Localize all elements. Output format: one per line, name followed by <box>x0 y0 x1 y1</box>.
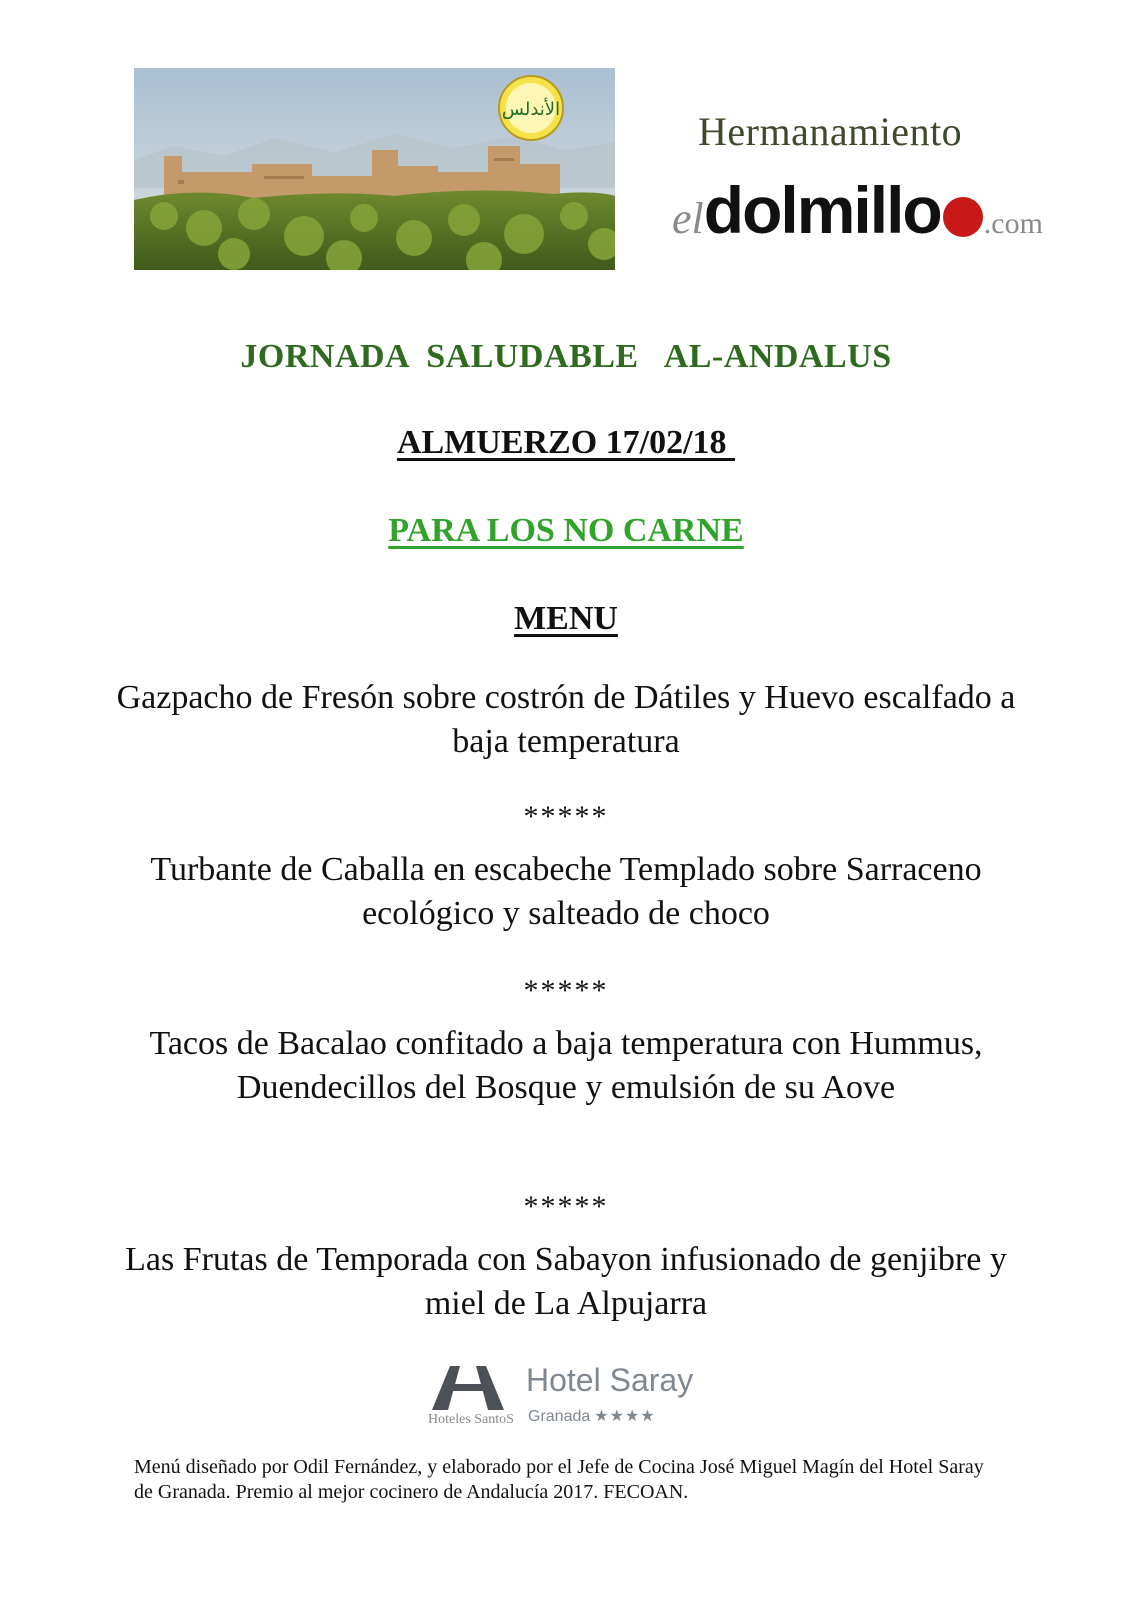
meal-date-heading: ALMUERZO 17/02/18 <box>396 424 736 461</box>
hotel-group-name: Hoteles SantoS <box>428 1412 514 1427</box>
hotel-city: Granada <box>528 1408 591 1425</box>
logo-red-dot-icon <box>943 197 983 237</box>
menu-credits: Menú diseñado por Odil Fernández, y elaborado por el Jefe de Cocina José Miguel Magín del Hotel Saray de Granada. Premio al mejor cocinero de Andalucía 2017. FECOAN. <box>134 1456 984 1503</box>
logo-suffix: .com <box>983 207 1043 240</box>
al-andalus-badge-icon <box>499 76 563 140</box>
hotel-city-rating <box>528 1406 656 1426</box>
alhambra-landscape-image <box>134 68 615 270</box>
hotel-h-mark-icon <box>428 1366 508 1410</box>
hotel-name: Hotel Saray <box>526 1362 694 1398</box>
course-3: Tacos de Bacalao confitado a baja temperatura con Hummus, Duendecillos del Bosque y emulsión de su Aove <box>149 1025 983 1106</box>
course-separator: ***** <box>523 974 609 1007</box>
menu-heading: MENU <box>514 600 618 637</box>
course-2: Turbante de Caballa en escabeche Templado sobre Sarraceno ecológico y salteado de choco <box>150 851 982 932</box>
alhambra-photo <box>134 68 615 270</box>
logo-word: dolmillo <box>703 173 941 247</box>
course-1: Gazpacho de Fresón sobre costrón de Dátiles y Huevo escalfado a baja temperatura <box>116 679 1016 760</box>
svg-text:الأندلس: الأندلس <box>501 99 561 120</box>
course-separator: ***** <box>523 800 609 833</box>
partner-label: Hermanamiento <box>698 109 963 154</box>
logo-prefix: el <box>672 194 704 243</box>
course-4: Las Frutas de Temporada con Sabayon infusionado de genjibre y miel de La Alpujarra <box>125 1241 1007 1322</box>
partner-branding <box>660 104 1050 254</box>
star-rating-icon: ★★★★ <box>594 1408 656 1425</box>
event-title: JORNADA SALUDABLE AL-ANDALUS <box>240 338 892 375</box>
course-separator: ***** <box>523 1190 609 1223</box>
audience-heading: PARA LOS NO CARNE <box>388 512 744 549</box>
hotel-saray-logo <box>428 1362 718 1430</box>
eldolmillo-logo <box>672 172 1043 252</box>
